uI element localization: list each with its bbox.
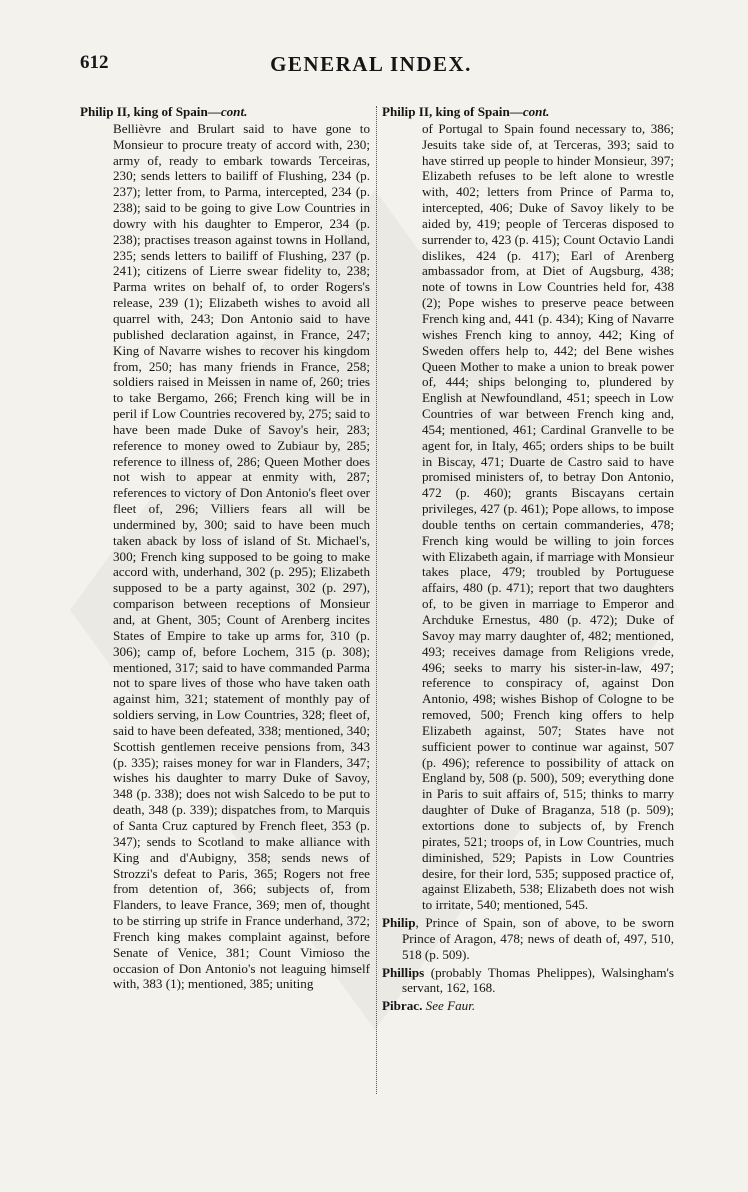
index-entry	[382, 998, 674, 1014]
entry-text: , Prince of Spain, son of above, to be sworn Prince of Aragon, 478; news of death of, 497, 510, 518 (p. 509).	[402, 915, 674, 962]
entry-heading	[382, 104, 674, 120]
entry-body: of Portugal to Spain found necessary to, 386; Jesuits take side of, at Terceras, 393; said to have stirred up people to hinder Monsieur, 397; Elizabeth refuses to be left alone to wrestle with, 402; letters from Prince of Parma to, intercepted, 406; Duke of Savoy likely to be aided by, 419; people of Terceras disposed to surrender to, 423 (p. 415); Count Octavio Landi dislikes, 424 (p. 417); Earl of Arenberg ambassador from, at Diet of Augsburg, 438; note of towns in Low Countries held for, 438 (2); Pope wishes to preserve peace between French king and, 441 (p. 434); King of Navarre wishes French king to annoy, 442; King of Sweden offers help to, 442; del Bene wishes Queen Mother to make a union to break power of, 444; ships belonging to, plundered by English at Newfoundland, 451; speech in Low Countries of war between French king and, 454; mentioned, 461; Cardinal Granvelle to be agent for, in Italy, 465; orders ships to be built in Biscay, 471; Duarte de Castro said to have promised ministers of, to betray Don Antonio, 472 (p. 460); grants Biscayans certain privileges, 427 (p. 461); Pope allows, to impose double tenths on certain commanderies, 478; French king would be willing to join forces with Elizabeth again, if marriage with Monsieur takes place, 479; troubled by Portuguese affairs, 480 (p. 471); report that two daughters of, to be given in marriage to Emperor and Archduke Ernestus, 480 (p. 472); Duke of Savoy may marry daughter of, 482; mentioned, 493; receives damage from Religions vrede, 496; seeks to marry his sister-in-law, 497; reference to conspiracy of, against Don Antonio, 498; wishes Bishop of Cologne to be removed, 500; French king offers to help Elizabeth against, 507; States have not sufficient power to continue war against, 507 (p. 496); reference to possibility of attack on England by, 508 (p. 500), 509; everything done in Paris to suit affairs of, 515; thinks to marry daughter of Duke of Braganza, 518 (p. 509); extortions done to subjects of, by French pirates, 521; troops of, in Low Countries, much diminished, 529; Papists in Low Countries desire, for their lord, 535; supposed practice of, against Elizabeth, 538; Elizabeth does not wish to irritate, 540; mentioned, 545.	[422, 120, 674, 913]
page-number: 612	[80, 52, 109, 73]
entry-name: Phillips	[382, 964, 425, 980]
left-column	[80, 104, 370, 992]
page-header	[80, 52, 662, 82]
entry-heading-name: Philip II, king of Spain	[80, 104, 208, 119]
entry-heading-name: Philip II, king of Spain	[382, 104, 510, 119]
running-head: GENERAL INDEX.	[270, 52, 472, 76]
entry-see-reference: See Faur.	[425, 998, 476, 1014]
entry-heading-cont: —cont.	[207, 104, 248, 119]
entry-text: (probably Thomas Phelippes), Walsingham's servant, 162, 168.	[402, 964, 674, 996]
right-column	[382, 104, 674, 1014]
column-divider	[376, 106, 377, 1094]
entry-heading	[80, 104, 370, 120]
entry-name: Philip	[382, 915, 416, 931]
entry-heading-cont: —cont.	[509, 104, 550, 119]
entry-body: Bellièvre and Brulart said to have gone to Monsieur to procure treaty of accord with, 230; army of, ready to embark towards Terceiras, 230; sends letters to bailiff of Flushing, 234 (p. 237); letter from, to Parma, intercepted, 234 (p. 238); said to be going to give Low Countries in dowry with his daughter to Emperor, 234 (p. 238); practises treason against towns in Holland, 235; sends letters to bailiff of Flushing, 237 (p. 241); citizens of Lierre swear fidelity to, 238; Parma writes on behalf of, to order Rogers's release, 239 (1); Elizabeth wishes to avoid all quarrel with, 243; Don Antonio said to have published declaration against, in France, 247; King of Navarre wishes to recover his kingdom from, 250; has many friends in France, 258; soldiers raised in Meissen in name of, 260; tries to take Bergamo, 266; French king will be in peril if Low Countries recovered by, 275; said to have been made Duke of Savoy's heir, 283; reference to money owed to Zubiaur by, 285; reference to illness of, 286; Queen Mother does not wish to appear at enmity with, 287; references to victory of Don Antonio's fleet over fleet of, 296; Villiers fears all will be undermined by, 300; said to have been much taken aback by loss of island of St. Michael's, 300; French king supposed to be going to make accord with, underhand, 302 (p. 295); Elizabeth supposed to be a party against, 302 (p. 297), comparison between receptions of Monsieur and, at Ghent, 305; Count of Arenberg incites States of Empire to take up arms for, 310 (p. 306); camp of, before Lochem, 315 (p. 308); mentioned, 317; said to have commanded Parma not to spare lives of those who have taken oath against him, 321; statement of monthly pay of soldiers serving, in Low Countries, 328; fleet of, said to have been defeated, 338; mentioned, 340; Scottish gentlemen receive pensions from, 343 (p. 335); raises money for war in Flanders, 347; wishes his daughter to marry Duke of Savoy, 348 (p. 338); does not wish Salcedo to be put to death, 348 (p. 339); dispatches from, to Marquis of Santa Cruz captured by French fleet, 353 (p. 347); sends to Scotland to make alliance with King and d'Aubigny, 358; sends news of Strozzi's defeat to Paris, 365; Rogers not free from detention of, 366; subjects of, from Flanders, to leave France, 369; men of, thought to be stirring up strife in France underhand, 372; French king makes complaint against, before Senate of Venice, 381; Count Vimioso the occasion of Don Antonio's not leaguing himself with, 383 (1); mentioned, 385; uniting	[113, 120, 370, 992]
entry-name: Pibrac.	[382, 998, 423, 1014]
index-entry	[382, 965, 674, 997]
index-entry	[382, 915, 674, 963]
